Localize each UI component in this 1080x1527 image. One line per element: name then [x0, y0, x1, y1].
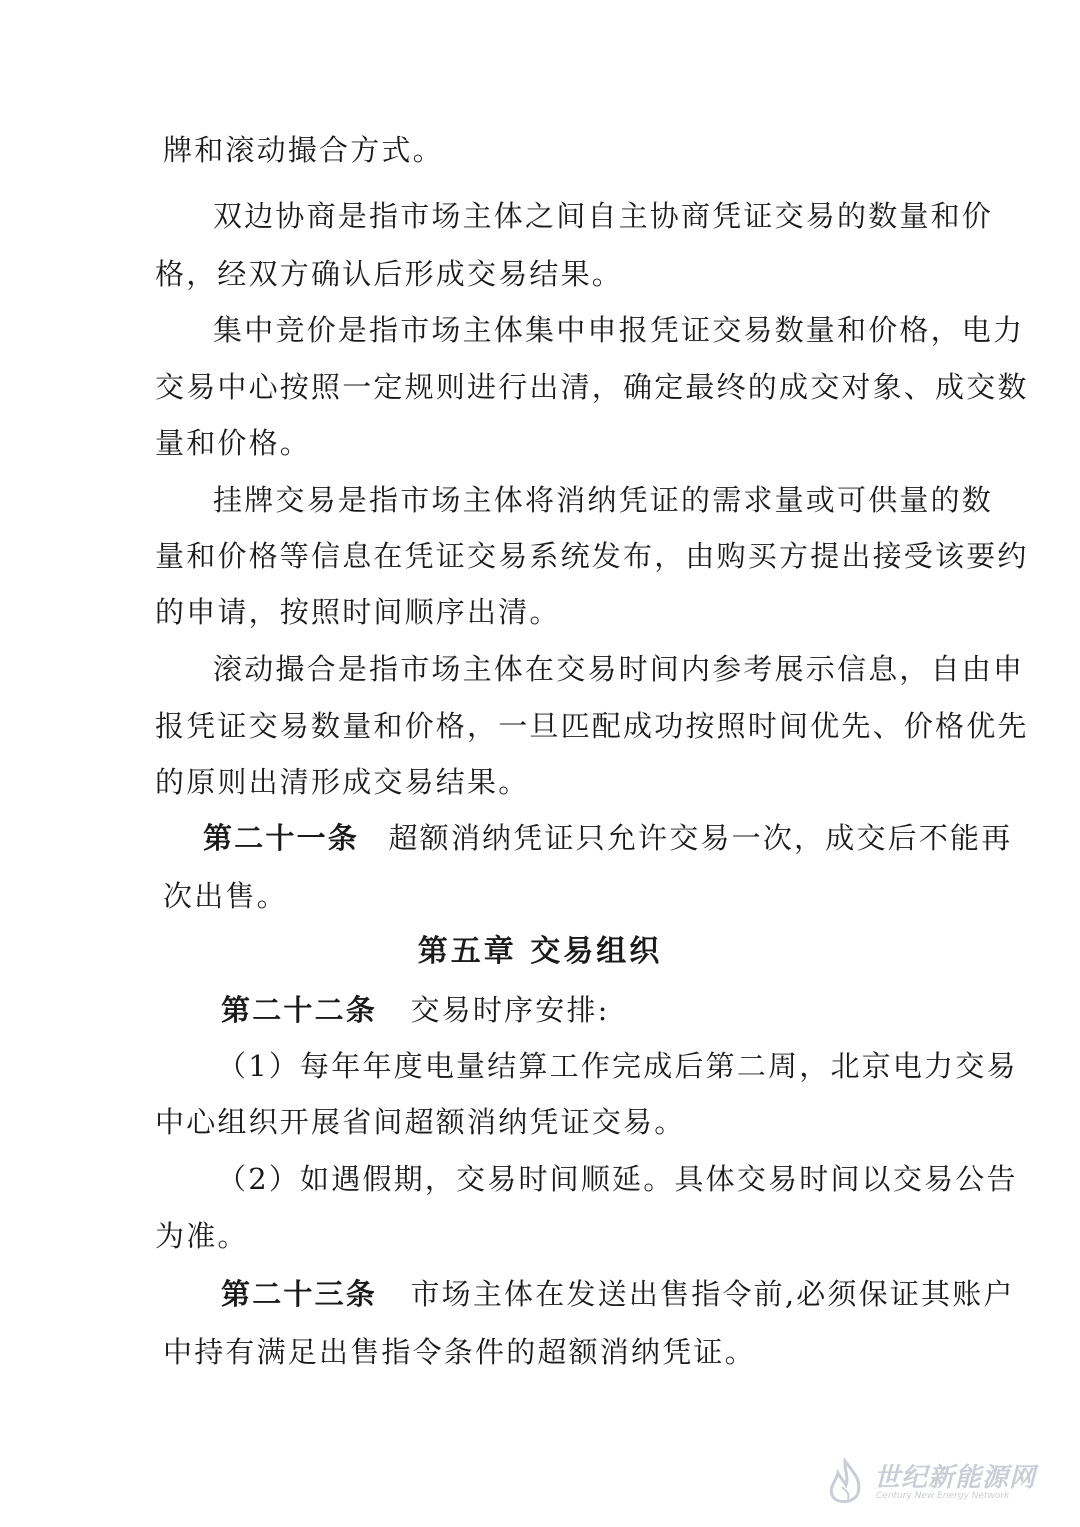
paragraph-line: 中持有满足出售指令条件的超额消纳凭证。	[163, 1335, 756, 1369]
list-item: （2）如遇假期，交易时间顺延。具体交易时间以交易公告	[217, 1162, 1018, 1196]
paragraph-line: 中心组织开展省间超额消纳凭证交易。	[155, 1105, 686, 1139]
article-label: 第二十二条	[221, 993, 378, 1027]
paragraph-line: 的申请，按照时间顺序出清。	[155, 595, 561, 629]
article-text: 超额消纳凭证只允许交易一次，成交后不能再	[388, 821, 1013, 855]
article-label: 第二十一条	[203, 821, 360, 855]
watermark	[822, 1453, 1052, 1513]
watermark-subtitle: Century New Energy Network	[876, 1491, 1010, 1501]
paragraph-line: 量和价格等信息在凭证交易系统发布，由购买方提出接受该要约	[155, 539, 1029, 573]
article-label: 第二十三条	[221, 1277, 378, 1311]
paragraph-line: 量和价格。	[155, 426, 312, 460]
paragraph-line: 格，经双方确认后形成交易结果。	[155, 257, 624, 291]
article-text: 市场主体在发送出售指令前,必须保证其账户	[410, 1277, 1015, 1311]
paragraph-line: 交易中心按照一定规则进行出清，确定最终的成交对象、成交数	[155, 370, 1029, 404]
paragraph-line: 集中竞价是指市场主体集中申报凭证交易数量和价格，电力	[213, 313, 1025, 347]
flame-logo-icon	[822, 1457, 868, 1509]
article-23	[221, 1274, 1015, 1314]
paragraph-line: 次出售。	[163, 879, 288, 913]
article-21	[203, 818, 1013, 858]
paragraph-line: 的原则出清形成交易结果。	[155, 765, 530, 799]
list-item: （1）每年年度电量结算工作完成后第二周，北京电力交易	[217, 1049, 1018, 1083]
paragraph-line: 为准。	[155, 1219, 249, 1253]
paragraph-line: 挂牌交易是指市场主体将消纳凭证的需求量或可供量的数	[213, 483, 994, 517]
paragraph-line: 双边协商是指市场主体之间自主协商凭证交易的数量和价	[213, 199, 994, 233]
article-22	[221, 990, 996, 1030]
chapter-heading: 第五章 交易组织	[417, 934, 663, 969]
watermark-name: 世纪新能源网	[874, 1463, 1037, 1493]
paragraph-line: 报凭证交易数量和价格，一旦匹配成功按照时间优先、价格优先	[155, 709, 1029, 743]
paragraph-line: 滚动撮合是指市场主体在交易时间内参考展示信息，自由申	[213, 652, 1025, 686]
article-text: 交易时序安排:	[410, 993, 610, 1027]
paragraph-line: 牌和滚动撮合方式。	[163, 133, 444, 167]
